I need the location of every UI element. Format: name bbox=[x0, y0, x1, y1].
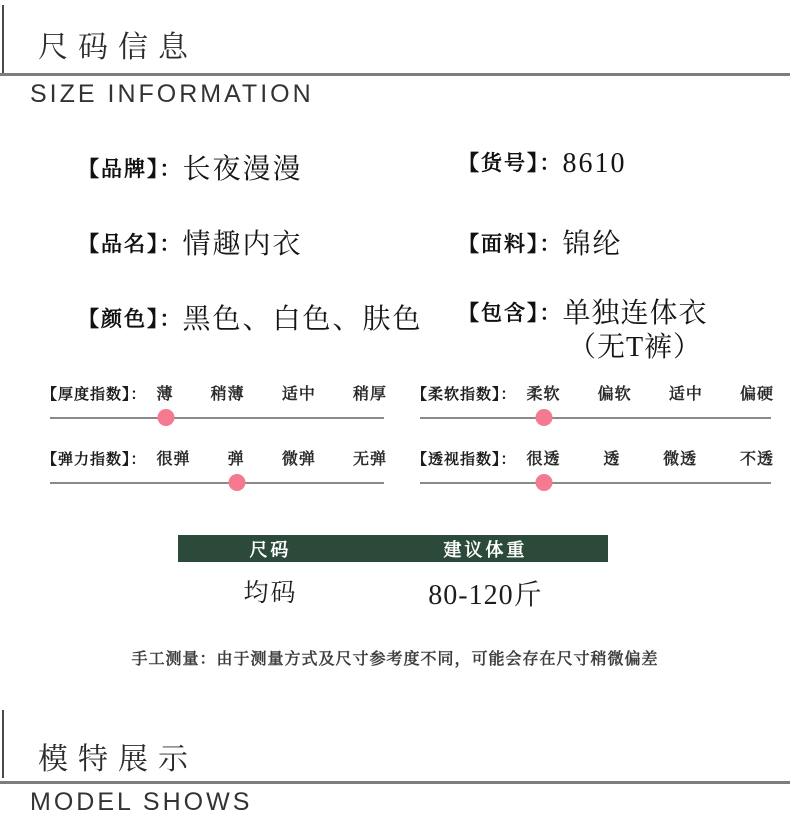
thickness-index-slider bbox=[42, 381, 387, 427]
transparency-index-slider bbox=[412, 446, 774, 492]
weight-column-header: 建议体重 bbox=[443, 539, 528, 560]
footer-title-en: MODEL SHOWS bbox=[30, 788, 253, 816]
size-table-header bbox=[178, 535, 608, 562]
slider-option: 适中 bbox=[668, 386, 703, 403]
slider-option: 弹 bbox=[227, 451, 245, 468]
info-brand-label: 【品牌】： bbox=[78, 158, 183, 181]
size-cell: 均码 bbox=[243, 580, 298, 607]
info-includes-label: 【包含】： bbox=[458, 302, 563, 325]
slider-option: 偏软 bbox=[597, 386, 632, 403]
transparency-slider-options bbox=[517, 446, 774, 469]
slider-option: 不透 bbox=[739, 451, 774, 468]
header-divider-line bbox=[0, 73, 790, 76]
footer-accent-line bbox=[2, 710, 4, 778]
softness-index-slider bbox=[412, 381, 774, 427]
info-fabric-label: 【面料】： bbox=[458, 233, 563, 256]
slider-option: 偏硬 bbox=[739, 386, 774, 403]
slider-track bbox=[50, 417, 384, 419]
thickness-slider-options bbox=[147, 381, 387, 404]
info-product-name-label: 【品名】： bbox=[78, 233, 183, 256]
slider-dot-indicator bbox=[536, 409, 553, 426]
slider-option: 薄 bbox=[156, 386, 174, 403]
size-table bbox=[178, 535, 608, 613]
info-fabric-value: 锦纶 bbox=[562, 229, 623, 260]
elasticity-slider-title: 【弹力指数】： bbox=[42, 451, 147, 468]
slider-track bbox=[50, 482, 384, 484]
slider-dot-indicator bbox=[157, 409, 174, 426]
info-includes bbox=[458, 297, 708, 365]
info-brand-value: 长夜漫漫 bbox=[182, 154, 303, 185]
section-title-en: SIZE INFORMATION bbox=[30, 80, 314, 108]
info-includes-value bbox=[563, 297, 708, 365]
info-color bbox=[78, 297, 423, 337]
softness-slider-title: 【柔软指数】： bbox=[412, 386, 517, 403]
size-column-header: 尺码 bbox=[249, 539, 292, 560]
info-fabric bbox=[458, 222, 623, 262]
slider-option: 透 bbox=[603, 451, 621, 468]
slider-option: 微弹 bbox=[281, 451, 316, 468]
softness-slider-options bbox=[517, 381, 774, 404]
info-item-number-value: 8610 bbox=[562, 148, 627, 179]
slider-option: 稍厚 bbox=[352, 386, 387, 403]
info-color-value: 黑色、白色、肤色 bbox=[182, 304, 423, 335]
info-item-number-label: 【货号】： bbox=[458, 152, 563, 175]
weight-cell: 80-120斤 bbox=[428, 580, 543, 611]
footer-divider-line bbox=[0, 781, 790, 784]
info-item-number bbox=[458, 147, 627, 180]
softness-slider-labels bbox=[412, 381, 774, 404]
elasticity-slider-labels bbox=[42, 446, 387, 469]
slider-track bbox=[420, 482, 771, 484]
slider-option: 无弹 bbox=[352, 451, 387, 468]
thickness-slider-title: 【厚度指数】： bbox=[42, 386, 147, 403]
footer-title-cn: 模特展示 bbox=[38, 743, 198, 776]
info-product-name-value: 情趣内衣 bbox=[182, 229, 303, 260]
info-includes-value-line1: 单独连体衣 bbox=[562, 298, 708, 329]
measurement-note: 手工测量：由于测量方式及尺寸参考度不同，可能会存在尺寸稍微偏差 bbox=[131, 651, 659, 668]
slider-option: 适中 bbox=[281, 386, 316, 403]
slider-dot-indicator bbox=[536, 474, 553, 491]
slider-option: 很弹 bbox=[156, 451, 191, 468]
slider-option: 稍薄 bbox=[210, 386, 245, 403]
info-product-name bbox=[78, 222, 303, 262]
slider-dot-indicator bbox=[228, 474, 245, 491]
slider-option: 微透 bbox=[663, 451, 698, 468]
transparency-slider-title: 【透视指数】： bbox=[412, 451, 517, 468]
thickness-slider-labels bbox=[42, 381, 387, 404]
info-includes-value-line2: （无T裤） bbox=[567, 332, 703, 363]
slider-track bbox=[420, 417, 771, 419]
slider-option: 柔软 bbox=[526, 386, 561, 403]
size-table-row bbox=[178, 573, 608, 613]
info-brand bbox=[78, 147, 303, 187]
elasticity-index-slider bbox=[42, 446, 387, 492]
header-accent-line bbox=[2, 5, 4, 73]
info-color-label: 【颜色】： bbox=[78, 308, 183, 331]
section-title-cn: 尺码信息 bbox=[38, 31, 198, 64]
transparency-slider-labels bbox=[412, 446, 774, 469]
elasticity-slider-options bbox=[147, 446, 387, 469]
slider-option: 很透 bbox=[526, 451, 561, 468]
